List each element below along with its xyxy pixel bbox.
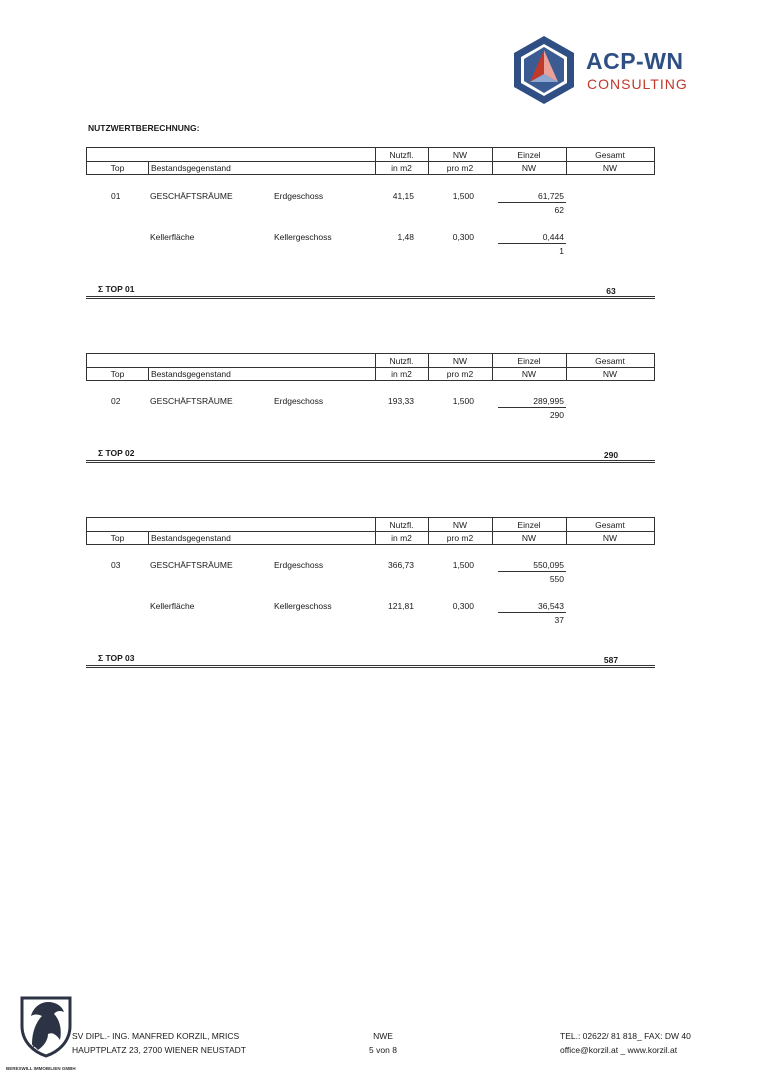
logo-subtitle: CONSULTING bbox=[587, 76, 688, 92]
row-floor: Kellergeschoss bbox=[274, 601, 332, 611]
row-nw: 1,500 bbox=[452, 560, 474, 570]
row-name: GESCHÄFTSRÄUME bbox=[150, 396, 233, 406]
header-nw-unit: pro m2 bbox=[446, 163, 474, 173]
row-rounded: 550 bbox=[549, 574, 564, 584]
row-area: 1,48 bbox=[397, 232, 414, 242]
header-einzel-unit: NW bbox=[521, 163, 537, 173]
header-nutzfl-unit: in m2 bbox=[391, 533, 412, 543]
row-floor: Kellergeschoss bbox=[274, 232, 332, 242]
row-einzel: 61,725 bbox=[538, 191, 564, 201]
page-title: NUTZWERTBERECHNUNG: bbox=[88, 123, 200, 133]
row-nw: 0,300 bbox=[452, 232, 474, 242]
header-nutzfl-unit: in m2 bbox=[391, 163, 412, 173]
row-floor: Erdgeschoss bbox=[274, 396, 324, 406]
row-nw: 1,500 bbox=[452, 396, 474, 406]
header-nutzfl: Nutzfl. bbox=[389, 520, 414, 530]
header-nw-unit: pro m2 bbox=[446, 369, 474, 379]
row-rounded: 1 bbox=[559, 246, 564, 256]
row-area: 41,15 bbox=[392, 191, 414, 201]
total-label: Σ TOP 03 bbox=[98, 653, 135, 663]
header-gesamt: Gesamt bbox=[595, 520, 625, 530]
row-rounded: 37 bbox=[554, 615, 564, 625]
row-name: Kellerfläche bbox=[150, 601, 195, 611]
footer-logo-caption: BERESWILL IMMOBILIEN GMBH bbox=[6, 1066, 76, 1071]
header-bestand: Bestandsgegenstand bbox=[151, 163, 231, 173]
header-einzel-unit: NW bbox=[521, 369, 537, 379]
table-header bbox=[86, 147, 655, 175]
company-logo bbox=[508, 34, 708, 109]
header-top: Top bbox=[110, 533, 125, 543]
row-name: GESCHÄFTSRÄUME bbox=[150, 560, 233, 570]
footer-logo bbox=[18, 992, 74, 1058]
double-divider bbox=[86, 460, 655, 463]
row-top: 01 bbox=[111, 191, 121, 201]
logo-title: ACP-WN bbox=[586, 48, 684, 74]
header-nutzfl-unit: in m2 bbox=[391, 369, 412, 379]
header-nutzfl: Nutzfl. bbox=[389, 356, 414, 366]
header-bestand: Bestandsgegenstand bbox=[151, 533, 231, 543]
row-name: Kellerfläche bbox=[150, 232, 195, 242]
header-gesamt: Gesamt bbox=[595, 150, 625, 160]
row-nw: 0,300 bbox=[452, 601, 474, 611]
hexagon-logo-icon bbox=[508, 34, 580, 106]
footer-name: SV DIPL.- ING. MANFRED KORZIL, MRICS bbox=[72, 1031, 240, 1041]
double-divider bbox=[86, 296, 655, 299]
header-einzel: Einzel bbox=[517, 356, 541, 366]
row-area: 193,33 bbox=[388, 396, 414, 406]
footer-doc-code: NWE bbox=[373, 1031, 393, 1041]
header-einzel: Einzel bbox=[517, 520, 541, 530]
total-value: 290 bbox=[603, 450, 619, 460]
row-rounded: 290 bbox=[549, 410, 564, 420]
total-value: 63 bbox=[606, 286, 616, 296]
footer-page-number: 5 von 8 bbox=[369, 1045, 397, 1055]
header-nw: NW bbox=[452, 356, 468, 366]
row-nw: 1,500 bbox=[452, 191, 474, 201]
header-gesamt-unit: NW bbox=[602, 369, 618, 379]
total-value: 587 bbox=[603, 655, 619, 665]
header-gesamt-unit: NW bbox=[602, 163, 618, 173]
svg-text:★: ★ bbox=[31, 1041, 39, 1050]
header-einzel-unit: NW bbox=[521, 533, 537, 543]
row-einzel: 550,095 bbox=[533, 560, 564, 570]
header-gesamt: Gesamt bbox=[595, 356, 625, 366]
header-bestand: Bestandsgegenstand bbox=[151, 369, 231, 379]
horse-shield-logo-icon bbox=[18, 992, 74, 1058]
table-header bbox=[86, 353, 655, 381]
header-gesamt-unit: NW bbox=[602, 533, 618, 543]
row-top: 02 bbox=[111, 396, 121, 406]
row-einzel: 36,543 bbox=[538, 601, 564, 611]
header-top: Top bbox=[110, 369, 125, 379]
header-top: Top bbox=[110, 163, 125, 173]
header-nw: NW bbox=[452, 520, 468, 530]
row-einzel: 0,444 bbox=[542, 232, 564, 242]
row-einzel: 289,995 bbox=[533, 396, 564, 406]
row-floor: Erdgeschoss bbox=[274, 560, 324, 570]
row-area: 121,81 bbox=[388, 601, 414, 611]
double-divider bbox=[86, 665, 655, 668]
header-einzel: Einzel bbox=[517, 150, 541, 160]
header-nutzfl: Nutzfl. bbox=[389, 150, 414, 160]
footer-contact: office@korzil.at _ www.korzil.at bbox=[560, 1045, 678, 1055]
row-rounded: 62 bbox=[554, 205, 564, 215]
total-label: Σ TOP 01 bbox=[98, 284, 135, 294]
footer-phone: TEL.: 02622/ 81 818_ FAX: DW 40 bbox=[560, 1031, 691, 1041]
footer-address: HAUPTPLATZ 23, 2700 WIENER NEUSTADT bbox=[72, 1045, 246, 1055]
header-nw: NW bbox=[452, 150, 468, 160]
row-area: 366,73 bbox=[388, 560, 414, 570]
header-nw-unit: pro m2 bbox=[446, 533, 474, 543]
row-name: GESCHÄFTSRÄUME bbox=[150, 191, 233, 201]
total-label: Σ TOP 02 bbox=[98, 448, 135, 458]
row-top: 03 bbox=[111, 560, 121, 570]
row-floor: Erdgeschoss bbox=[274, 191, 324, 201]
table-header bbox=[86, 517, 655, 545]
